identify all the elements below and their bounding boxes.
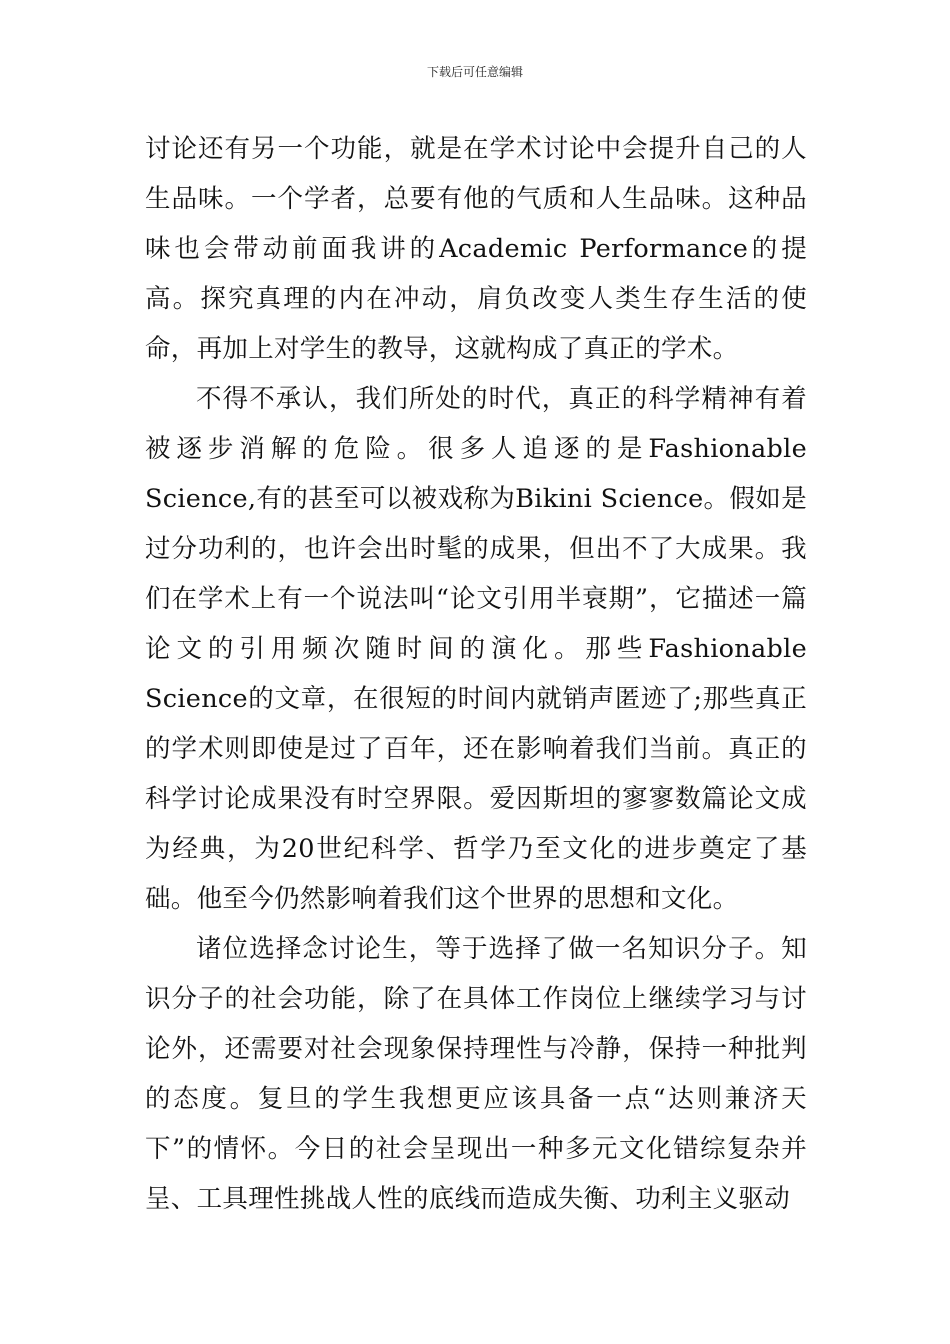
body-text [145, 124, 807, 1224]
paragraph-science-spirit: 不得不承认，我们所处的时代，真正的科学精神有着被逐步消解的危险。很多人追逐的是Fashionable Science,有的甚至可以被戏称为Bikini Science。假如是过分功利的，也许会出时髦的成果，但出不了大成果。我们在学术上有一个说法叫“论文引用半衰期”，它描述一篇论文的引用频次随时间的演化。那些Fashionable Science的文章，在很短的时间内就销声匿迹了;那些真正的学术则即使是过了百年，还在影响着我们当前。真正的科学讨论成果没有时空界限。爱因斯坦的寥寥数篇论文成为经典，为20世纪科学、哲学乃至文化的进步奠定了基础。他至今仍然影响着我们这个世界的思想和文化。 [145, 384, 807, 914]
paragraph-continuation: 讨论还有另一个功能，就是在学术讨论中会提升自己的人生品味。一个学者，总要有他的气质和人生品味。这种品味也会带动前面我讲的Academic Performance的提高。探究真理的内在冲动，肩负改变人类生存生活的使命，再加上对学生的教导，这就构成了真正的学术。 [145, 134, 807, 364]
paragraph-intellectual-role: 诸位选择念讨论生，等于选择了做一名知识分子。知识分子的社会功能，除了在具体工作岗位上继续学习与讨论外，还需要对社会现象保持理性与冷静，保持一种批判的态度。复旦的学生我想更应该具备一点“达则兼济天下”的情怀。今日的社会呈现出一种多元文化错综复杂并呈、工具理性挑战人性的底线而造成失衡、功利主义驱动 [145, 934, 807, 1214]
page-header: 下载后可任意编辑 [426, 65, 523, 79]
